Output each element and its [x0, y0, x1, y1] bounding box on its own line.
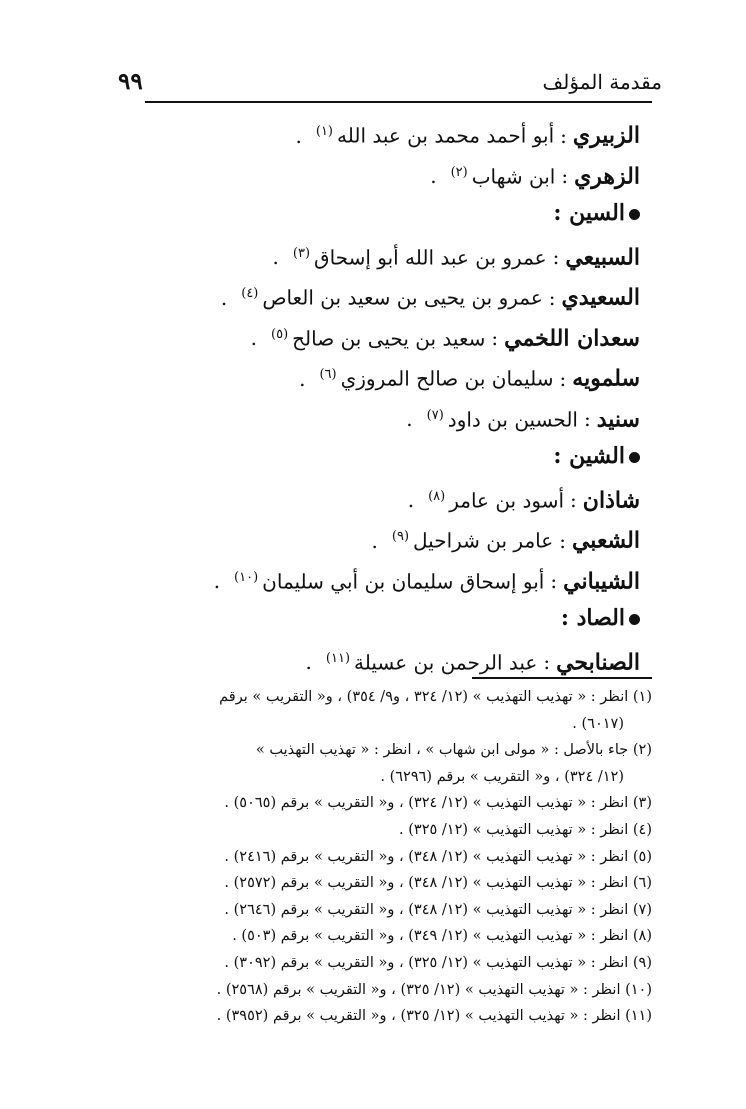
entry-name: السبيعي [565, 244, 640, 271]
footnote: (٢) جاء بالأصل : « مولى ابن شهاب » ، انظر : « تهذيب التهذيب » [255, 742, 652, 759]
entry-text: أبو أحمد محمد بن عبد الله [337, 123, 555, 148]
entry-separator: : [570, 488, 577, 513]
entry-separator: : [543, 650, 551, 675]
entry-text: أسود بن عامر [449, 488, 565, 513]
bullet-icon [629, 614, 640, 625]
entry-separator: : [550, 569, 558, 594]
footnote-marker: (٧) [426, 407, 444, 423]
entry-name: السعيدي [561, 284, 640, 311]
entry-text: عمرو بن عبد الله أبو إسحاق [314, 245, 547, 270]
entry-separator: : [548, 285, 556, 310]
footnote: (٥) انظر : « تهذيب التهذيب » (١٢/ ٣٤٨) ، و« التقريب » برقم (٢٤١٦) . [224, 848, 652, 865]
section-heading [100, 598, 640, 639]
section-heading [100, 193, 640, 234]
footnote-marker: (٣) [292, 245, 311, 261]
entry-line [100, 517, 640, 558]
entry-separator: : [583, 407, 591, 432]
footnote-marker: (١١) [325, 650, 351, 666]
footnote-marker: (٨) [428, 488, 446, 504]
entry-text: عبد الرحمن بن عسيلة [354, 650, 538, 675]
entry-text: عمرو بن يحيى بن سعيد بن العاص [262, 285, 543, 310]
section-title: الشين : [553, 443, 625, 469]
entry-line [100, 396, 640, 437]
entry-period: . [407, 488, 415, 513]
footnotes-list [100, 684, 652, 1030]
footnote: (٣) انظر : « تهذيب التهذيب » (١٢/ ٣٢٤) ، و« التقريب » برقم (٥٠٦٥) . [224, 795, 652, 812]
entry-separator: : [491, 326, 499, 351]
entry-name: الشعبي [571, 527, 640, 554]
footnote: (١١) انظر : « تهذيب التهذيب » (١٢/ ٣٢٥) ، و« التقريب » برقم (٣٩٥٢) . [216, 1008, 652, 1025]
entry-text: سعيد بن يحيى بن صالح [292, 326, 486, 351]
page-header [110, 62, 662, 102]
footnote: (١٠) انظر : « تهذيب التهذيب » (١٢/ ٣٢٥) ، و« التقريب » برقم (٢٥٦٨) . [216, 981, 652, 998]
entry-line [100, 558, 640, 599]
footnote-marker: (٥) [271, 326, 289, 342]
entry-name: الزبيري [572, 122, 640, 149]
entry-period: . [250, 326, 257, 351]
entry-line [100, 315, 640, 356]
entry-line [100, 477, 640, 518]
entry-period: . [299, 366, 306, 391]
section-heading [100, 436, 640, 477]
header-rule [145, 101, 652, 103]
entry-period: . [272, 245, 279, 270]
entry-name: الشيباني [563, 568, 640, 595]
footnote: (١) انظر : « تهذيب التهذيب » (١٢/ ٣٢٤ ، و٩/ ٣٥٤) ، و« التقريب » برقم [219, 689, 652, 705]
entry-name: سلمويه [572, 365, 640, 392]
entry-text: سليمان بن صالح المروزي [340, 366, 554, 391]
entry-separator: : [560, 123, 567, 148]
footnote: (٧) انظر : « تهذيب التهذيب » (١٢/ ٣٤٨) ، و« التقريب » برقم (٢٦٤٦) . [224, 901, 652, 918]
section-title: السين : [553, 200, 625, 226]
footnote-marker: (٢) [450, 164, 468, 180]
footnote-marker: (١٠) [234, 569, 259, 585]
entry-line [100, 112, 640, 153]
entry-name: سنيد [596, 406, 640, 433]
running-title: مقدمة المؤلف [542, 70, 662, 94]
entry-text: ابن شهاب [471, 164, 556, 189]
entry-period: . [305, 650, 312, 675]
entry-period: . [406, 407, 413, 432]
footnote: (١٢/ ٣٢٤) ، و« التقريب » برقم (٦٢٩٦) . [380, 768, 624, 785]
entry-period: . [213, 569, 221, 594]
footnote-marker: (٤) [241, 286, 259, 301]
footnote: (٨) انظر : « تهذيب التهذيب » (١٢/ ٣٤٩) ، و« التقريب » برقم (٥٠٣) . [232, 928, 652, 945]
entry-period: . [295, 123, 302, 148]
entry-text: عامر بن شراحيل [413, 528, 554, 553]
footnote: (٦) انظر : « تهذيب التهذيب » (١٢/ ٣٤٨) ، و« التقريب » برقم (٢٥٧٢) . [224, 875, 652, 892]
footnote: (٦٠١٧) . [572, 715, 624, 732]
entry-line [100, 639, 640, 680]
entry-period: . [371, 528, 378, 553]
footnote-separator [472, 677, 652, 679]
entry-period: . [220, 285, 228, 310]
footnote-marker: (١) [315, 124, 333, 139]
entries-list [100, 112, 640, 679]
page-number: ٩٩ [118, 68, 143, 95]
section-title: الصاد : [560, 605, 625, 631]
footnote-marker: (٩) [391, 529, 410, 544]
entry-separator: : [559, 528, 566, 553]
entry-line [100, 153, 640, 194]
entry-name: الصنابحي [556, 649, 640, 676]
entry-separator: : [559, 366, 567, 391]
entry-separator: : [552, 245, 560, 270]
entry-name: شاذان [582, 487, 640, 514]
entry-line [100, 274, 640, 315]
entry-separator: : [561, 164, 569, 189]
entry-text: الحسين بن داود [447, 407, 578, 432]
bullet-icon [629, 209, 640, 220]
entry-line [100, 355, 640, 396]
footnote: (٤) انظر : « تهذيب التهذيب » (١٢/ ٣٢٥) . [399, 821, 652, 838]
entry-period: . [430, 164, 437, 189]
footnote-marker: (٦) [319, 367, 337, 382]
footnote: (٩) انظر : « تهذيب التهذيب » (١٢/ ٣٢٥) ، و« التقريب » برقم (٣٠٩٢) . [224, 954, 652, 971]
entry-name: سعدان اللخمي [504, 325, 640, 352]
entry-name: الزهري [574, 163, 640, 190]
bullet-icon [629, 452, 640, 463]
entry-line [100, 234, 640, 275]
entry-text: أبو إسحاق سليمان بن أبي سليمان [262, 569, 545, 594]
